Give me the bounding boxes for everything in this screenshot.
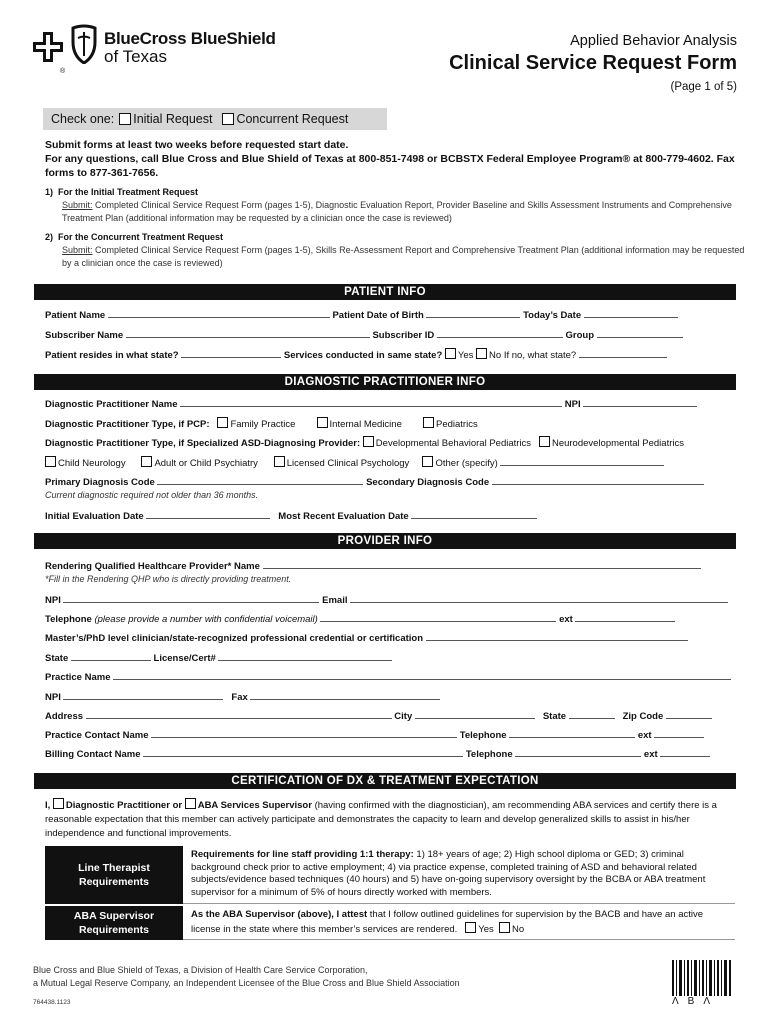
- zip-label: Zip Code: [622, 711, 664, 722]
- attest-yes-checkbox[interactable]: [465, 922, 476, 933]
- aba-mark: ΛBΛ: [672, 996, 720, 1007]
- practice-telephone-label: Telephone: [459, 730, 507, 741]
- concurrent-request-checkbox[interactable]: [222, 113, 234, 125]
- family-practice-label: Family Practice: [230, 419, 296, 430]
- subscriber-name-field[interactable]: [126, 329, 370, 338]
- barcode-icon: [672, 960, 732, 996]
- attest-yes-label: Yes: [478, 923, 494, 935]
- email-label: Email: [322, 595, 348, 606]
- diag-row-2: [45, 417, 478, 430]
- license-state-label: State: [45, 653, 69, 664]
- initial-eval-label: Initial Evaluation Date: [45, 511, 144, 522]
- provider-row-7: [45, 691, 440, 703]
- patient-state-label: Patient resides in what state?: [45, 350, 179, 361]
- billing-ext-field[interactable]: [660, 748, 710, 757]
- patient-row-2: [45, 329, 683, 341]
- child-neurology-label: Child Neurology: [58, 458, 126, 469]
- line-therapist-req: [45, 846, 735, 904]
- primary-dx-field[interactable]: [157, 476, 363, 485]
- practice-name-label: Practice Name: [45, 672, 111, 683]
- form-kicker: Applied Behavior Analysis: [570, 33, 737, 49]
- other-state-field[interactable]: [579, 349, 667, 358]
- attest-no-label: No: [512, 923, 525, 935]
- submit-label: Submit:: [62, 200, 93, 210]
- subscriber-id-label: Subscriber ID: [372, 330, 435, 341]
- if-no-label: If no, what state?: [503, 350, 577, 361]
- step-title: For the Initial Treatment Request: [58, 187, 199, 197]
- cert-i: I,: [45, 800, 51, 811]
- dev-behavioral-peds-label: Developmental Behavioral Pediatrics: [375, 438, 532, 449]
- practice-npi-field[interactable]: [63, 691, 223, 700]
- recent-eval-label: Most Recent Evaluation Date: [278, 511, 409, 522]
- submission-steps: [45, 186, 745, 270]
- provider-row-3: [45, 613, 675, 625]
- psychiatry-checkbox[interactable]: [141, 456, 152, 467]
- intro-line1: Submit forms at least two weeks before requested start date.: [45, 139, 349, 151]
- intro-line2: For any questions, call Blue Cross and Blue Shield of Texas at 800-851-7498 or BCBSTX Federal Employee Program® at 800-779-4602. Fax forms to 877-361-7656.: [45, 153, 735, 179]
- same-state-yes-checkbox[interactable]: [445, 348, 456, 359]
- provider-row-6: [45, 671, 731, 683]
- step-submit-text: Completed Clinical Service Request Form (pages 1-5), Diagnostic Evaluation Report, Provider Baseline and Skills Assessment Instruments and Comprehensive Treatment Plan (additional information may be requested by a clinician once the case is reviewed): [62, 200, 732, 223]
- footer-line2: a Mutual Legal Reserve Company, an Independent Licensee of the Blue Cross and Blue Shield Association: [33, 978, 460, 988]
- same-state-no-checkbox[interactable]: [476, 348, 487, 359]
- family-practice-checkbox[interactable]: [217, 417, 228, 428]
- form-title: Clinical Service Request Form: [449, 52, 737, 74]
- patient-name-label: Patient Name: [45, 310, 106, 321]
- line-therapist-body: 1) 18+ years of age; 2) High school diploma or GED; 3) criminal background check prior to active employment; 4) via practice expense, completed training of ASD and behavioral related subjects/evidence based techniques (40 hours) and 5) have on-going supervisory oversight by the BCBA or ABA treatment supervisor for a minimum of 5% of hours directly worked with members.: [191, 849, 706, 898]
- diag-name-field[interactable]: [180, 398, 562, 407]
- practice-npi-label: NPI: [45, 692, 61, 703]
- telephone-note: (please provide a number with confidential voicemail): [94, 614, 318, 625]
- asd-type-label: Diagnostic Practitioner Type, if Specialized ASD-Diagnosing Provider:: [45, 438, 361, 449]
- city-field[interactable]: [415, 710, 535, 719]
- psychiatry-label: Adult or Child Psychiatry: [154, 458, 258, 469]
- pcp-type-label: Diagnostic Practitioner Type, if PCP:: [45, 419, 210, 430]
- same-state-label: Services conducted in same state?: [283, 350, 443, 361]
- subscriber-id-field[interactable]: [437, 329, 563, 338]
- provider-npi-label: NPI: [45, 595, 61, 606]
- check-one-row: [43, 108, 387, 130]
- aba-supervisor-bold: As the ABA Supervisor (above), I attest: [191, 909, 368, 920]
- cert-or: or: [172, 800, 183, 811]
- cert-rest: (having confirmed with the diagnostician), am recommending ABA services and certify there is a reasonable expectation that this member can actively participate and demonstrates the capacity to learn and develop generalized skills to assist in his/her independence and functional improvements.: [45, 800, 717, 839]
- diag-row-6: [45, 510, 537, 522]
- step-number: 2): [45, 232, 54, 242]
- page-number: (Page 1 of 5): [670, 81, 737, 93]
- patient-row-1: [45, 309, 678, 321]
- no-label: No: [489, 350, 502, 361]
- credential-field[interactable]: [426, 632, 688, 641]
- credential-label: Master’s/PhD level clinician/state-recognized professional credential or certification: [45, 633, 424, 644]
- initial-request-checkbox[interactable]: [119, 113, 131, 125]
- practice-telephone-field[interactable]: [509, 729, 635, 738]
- primary-dx-label: Primary Diagnosis Code: [45, 477, 155, 488]
- group-label: Group: [565, 330, 594, 341]
- pediatrics-label: Pediatrics: [436, 419, 478, 430]
- subscriber-name-label: Subscriber Name: [45, 330, 124, 341]
- other-specify-field[interactable]: [500, 457, 664, 466]
- fax-field[interactable]: [250, 691, 440, 700]
- telephone-label: Telephone: [45, 614, 92, 625]
- cert-statement: [45, 798, 735, 841]
- license-state-field[interactable]: [71, 652, 151, 661]
- billing-ext-label: ext: [643, 749, 658, 760]
- diag-practitioner-checkbox[interactable]: [53, 798, 64, 809]
- pediatrics-checkbox[interactable]: [423, 417, 434, 428]
- line-therapist-text: [183, 846, 735, 904]
- provider-row-8: [45, 710, 712, 722]
- neurodev-peds-checkbox[interactable]: [539, 436, 550, 447]
- diag-row-3: [45, 436, 684, 449]
- diag-row-1: [45, 398, 697, 410]
- provider-row-10: [45, 748, 710, 760]
- footer: [33, 964, 460, 1009]
- step-number: 1): [45, 187, 54, 197]
- billing-telephone-field[interactable]: [515, 748, 641, 757]
- intro-text: [45, 138, 745, 180]
- patient-state-field[interactable]: [181, 349, 281, 358]
- provider-row-4: [45, 632, 688, 644]
- aba-supervisor-checkbox[interactable]: [185, 798, 196, 809]
- cert-header: CERTIFICATION OF DX & TREATMENT EXPECTATION: [34, 773, 736, 789]
- email-field[interactable]: [350, 594, 728, 603]
- diag-row-4: [45, 456, 664, 469]
- other-specify-label: Other (specify): [435, 458, 498, 469]
- patient-name-field[interactable]: [108, 309, 330, 318]
- form-header: [449, 33, 737, 93]
- neurodev-peds-label: Neurodevelopmental Pediatrics: [551, 438, 684, 449]
- address-state-label: State: [542, 711, 567, 722]
- dev-behavioral-peds-checkbox[interactable]: [363, 436, 374, 447]
- city-label: City: [394, 711, 413, 722]
- secondary-dx-label: Secondary Diagnosis Code: [366, 477, 490, 488]
- child-neurology-checkbox[interactable]: [45, 456, 56, 467]
- secondary-dx-field[interactable]: [492, 476, 704, 485]
- license-label: License/Cert#: [153, 653, 216, 664]
- provider-row-5: [45, 652, 392, 664]
- billing-contact-label: Billing Contact Name: [45, 749, 141, 760]
- logo-name: BlueCross BlueShield: [104, 29, 276, 48]
- diag-row-5: [45, 476, 704, 488]
- rqhp-field[interactable]: [263, 560, 701, 569]
- patient-info-header: PATIENT INFO: [34, 284, 736, 300]
- provider-npi-field[interactable]: [63, 594, 319, 603]
- bcbs-logo: [33, 30, 276, 65]
- footer-line1: Blue Cross and Blue Shield of Texas, a Division of Health Care Service Corporation,: [33, 965, 368, 975]
- todays-date-label: Today’s Date: [523, 310, 582, 321]
- provider-row-1: [45, 560, 701, 572]
- initial-eval-field[interactable]: [146, 510, 270, 519]
- diag-info-header: DIAGNOSTIC PRACTITIONER INFO: [34, 374, 736, 390]
- rqhp-note: *Fill in the Rendering QHP who is directly providing treatment.: [45, 574, 292, 584]
- diag-npi-field[interactable]: [583, 398, 697, 407]
- concurrent-request-label: Concurrent Request: [236, 112, 349, 126]
- form-code: 764438.1123: [33, 999, 71, 1006]
- todays-date-field[interactable]: [584, 309, 678, 318]
- telephone-field[interactable]: [320, 613, 556, 622]
- patient-dob-label: Patient Date of Birth: [332, 310, 424, 321]
- practice-ext-field[interactable]: [654, 729, 704, 738]
- patient-row-3: [45, 348, 667, 361]
- recent-eval-field[interactable]: [411, 510, 537, 519]
- patient-dob-field[interactable]: [426, 309, 520, 318]
- diag-note: Current diagnostic required not older than 36 months.: [45, 490, 259, 500]
- group-field[interactable]: [597, 329, 683, 338]
- fax-label: Fax: [231, 692, 248, 703]
- diag-practitioner-label: Diagnostic Practitioner: [65, 800, 170, 811]
- line-therapist-bold: Requirements for line staff providing 1:1 therapy:: [191, 849, 414, 860]
- step-title: For the Concurrent Treatment Request: [58, 232, 224, 242]
- address-label: Address: [45, 711, 84, 722]
- check-one-label: Check one:: [51, 112, 115, 126]
- address-field[interactable]: [86, 710, 392, 719]
- address-state-field[interactable]: [569, 710, 615, 719]
- aba-supervisor-req: [45, 906, 735, 940]
- aba-supervisor-body: that I follow outlined guidelines for supervision by the BACB and have an active license in the state where this member’s services are rendered.: [191, 909, 704, 935]
- aba-supervisor-text: [183, 906, 735, 940]
- other-specify-checkbox[interactable]: [422, 456, 433, 467]
- practice-ext-label: ext: [637, 730, 652, 741]
- line-therapist-label: Line Therapist Requirements: [45, 846, 183, 904]
- billing-contact-field[interactable]: [143, 748, 463, 757]
- practice-name-field[interactable]: [113, 671, 731, 680]
- rqhp-label: Rendering Qualified Healthcare Provider* Name: [45, 561, 260, 572]
- attest-no-checkbox[interactable]: [499, 922, 510, 933]
- internal-medicine-label: Internal Medicine: [329, 419, 402, 430]
- step-submit-text: Completed Clinical Service Request Form (pages 1-5), Skills Re-Assessment Report and Comprehensive Treatment Plan (additional information may be requested by a clinician once the case is reviewed): [62, 245, 745, 268]
- zip-field[interactable]: [666, 710, 712, 719]
- logo-sub: of Texas: [104, 47, 168, 66]
- aba-supervisor-req-label: ABA Supervisor Requirements: [45, 906, 183, 940]
- submit-label: Submit:: [62, 245, 93, 255]
- provider-row-2: [45, 594, 728, 606]
- practice-contact-field[interactable]: [151, 729, 457, 738]
- diag-npi-label: NPI: [564, 399, 581, 410]
- ext-field[interactable]: [575, 613, 675, 622]
- internal-medicine-checkbox[interactable]: [317, 417, 328, 428]
- license-field[interactable]: [218, 652, 392, 661]
- billing-telephone-label: Telephone: [465, 749, 513, 760]
- provider-row-9: [45, 729, 704, 741]
- ext-label: ext: [559, 614, 573, 625]
- yes-label: Yes: [457, 350, 474, 361]
- initial-request-label: Initial Request: [133, 112, 213, 126]
- clinical-psychology-checkbox[interactable]: [274, 456, 285, 467]
- aba-supervisor-label: ABA Services Supervisor: [197, 800, 312, 811]
- registered-mark: ®: [60, 68, 66, 75]
- provider-info-header: PROVIDER INFO: [34, 533, 736, 549]
- practice-contact-label: Practice Contact Name: [45, 730, 149, 741]
- blue-shield-icon: [71, 24, 97, 64]
- blue-cross-icon: [33, 30, 63, 62]
- diag-name-label: Diagnostic Practitioner Name: [45, 399, 178, 410]
- clinical-psychology-label: Licensed Clinical Psychology: [286, 458, 410, 469]
